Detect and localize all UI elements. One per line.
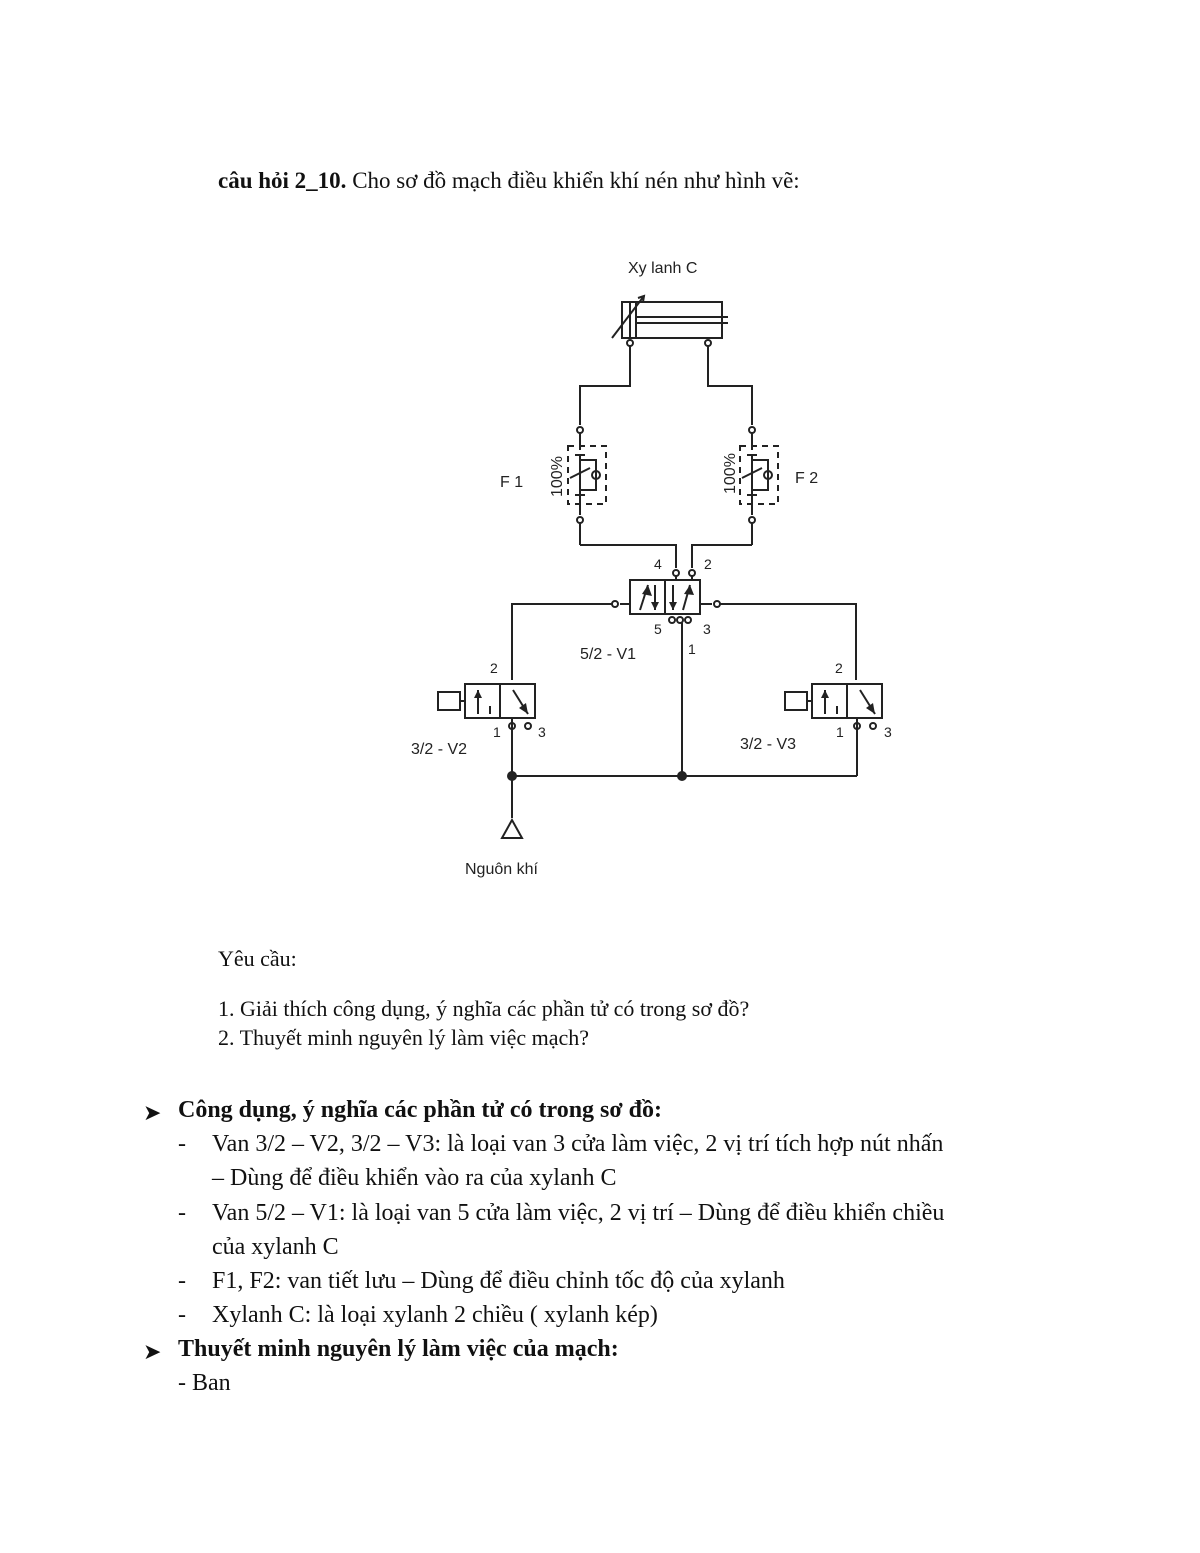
requirement-item-1: 1. Giải thích công dụng, ý nghĩa các phần tử có trong sơ đồ? — [218, 996, 750, 1021]
v1-port-3: 3 — [703, 621, 711, 637]
v2-port-2: 2 — [490, 660, 498, 676]
v2-port-1: 1 — [493, 724, 501, 740]
v1-port-4: 4 — [654, 556, 662, 572]
question-number: câu hỏi 2_10. — [218, 168, 347, 193]
f1-flow-control — [568, 427, 606, 545]
bullet-1-line2: – Dùng để điều khiển vào ra của xylanh C — [212, 1165, 617, 1191]
section2-text: - Ban — [178, 1370, 231, 1396]
section2-title: Thuyết minh nguyên lý làm việc của mạch: — [178, 1336, 619, 1362]
f2-label: F 2 — [795, 470, 819, 487]
v3-port-3: 3 — [884, 724, 892, 740]
bullet-dash: - — [178, 1302, 186, 1328]
v3-port-1: 1 — [836, 724, 844, 740]
f1-percent-label: 100% — [549, 456, 566, 497]
bullet-dash: - — [178, 1200, 186, 1226]
cylinder-label: Xy lanh C — [628, 260, 698, 277]
bullet-dash: - — [178, 1268, 186, 1294]
bullet-2-line1: Van 5/2 – V1: là loại van 5 cửa làm việc, 2 vị trí – Dùng để điều khiển chiều — [212, 1200, 945, 1226]
f2-flow-control — [740, 427, 778, 545]
bullet-3-line1: F1, F2: van tiết lưu – Dùng để điều chỉnh tốc độ của xylanh — [212, 1268, 785, 1294]
v3-3-2-valve — [785, 684, 882, 776]
section-arrow-icon: ➤ — [143, 1100, 162, 1125]
v1-port-5: 5 — [654, 621, 662, 637]
bullet-dash: - — [178, 1131, 186, 1157]
air-source-label: Nguôn khí — [465, 861, 538, 878]
question-text: Cho sơ đồ mạch điều khiển khí nén như hình vẽ: — [346, 168, 800, 193]
requirement-item-2: 2. Thuyết minh nguyên lý làm việc mạch? — [218, 1025, 590, 1050]
v2-3-2-valve — [438, 684, 535, 740]
v1-label: 5/2 - V1 — [580, 646, 637, 663]
air-source-symbol — [502, 820, 522, 838]
v1-5-2-valve — [612, 570, 720, 623]
v2-port-3: 3 — [538, 724, 546, 740]
v1-port-2: 2 — [704, 556, 712, 572]
section1-title: Công dụng, ý nghĩa các phần tử có trong sơ đồ: — [178, 1097, 663, 1123]
bullet-2-line2: của xylanh C — [212, 1234, 339, 1260]
requirements-heading: Yêu cầu: — [218, 946, 297, 971]
f1-label: F 1 — [500, 474, 524, 491]
v2-label: 3/2 - V2 — [411, 741, 468, 758]
bullet-4-line1: Xylanh C: là loại xylanh 2 chiều ( xylanh kép) — [212, 1302, 658, 1328]
v3-label: 3/2 - V3 — [740, 736, 797, 753]
f2-percent-label: 100% — [722, 453, 739, 494]
bullet-1-line1: Van 3/2 – V2, 3/2 – V3: là loại van 3 cửa làm việc, 2 vị trí tích hợp nút nhấn — [212, 1131, 944, 1157]
v1-port-1: 1 — [688, 641, 696, 657]
cylinder-c — [612, 296, 728, 346]
v3-port-2: 2 — [835, 660, 843, 676]
section-arrow-icon: ➤ — [143, 1339, 162, 1364]
